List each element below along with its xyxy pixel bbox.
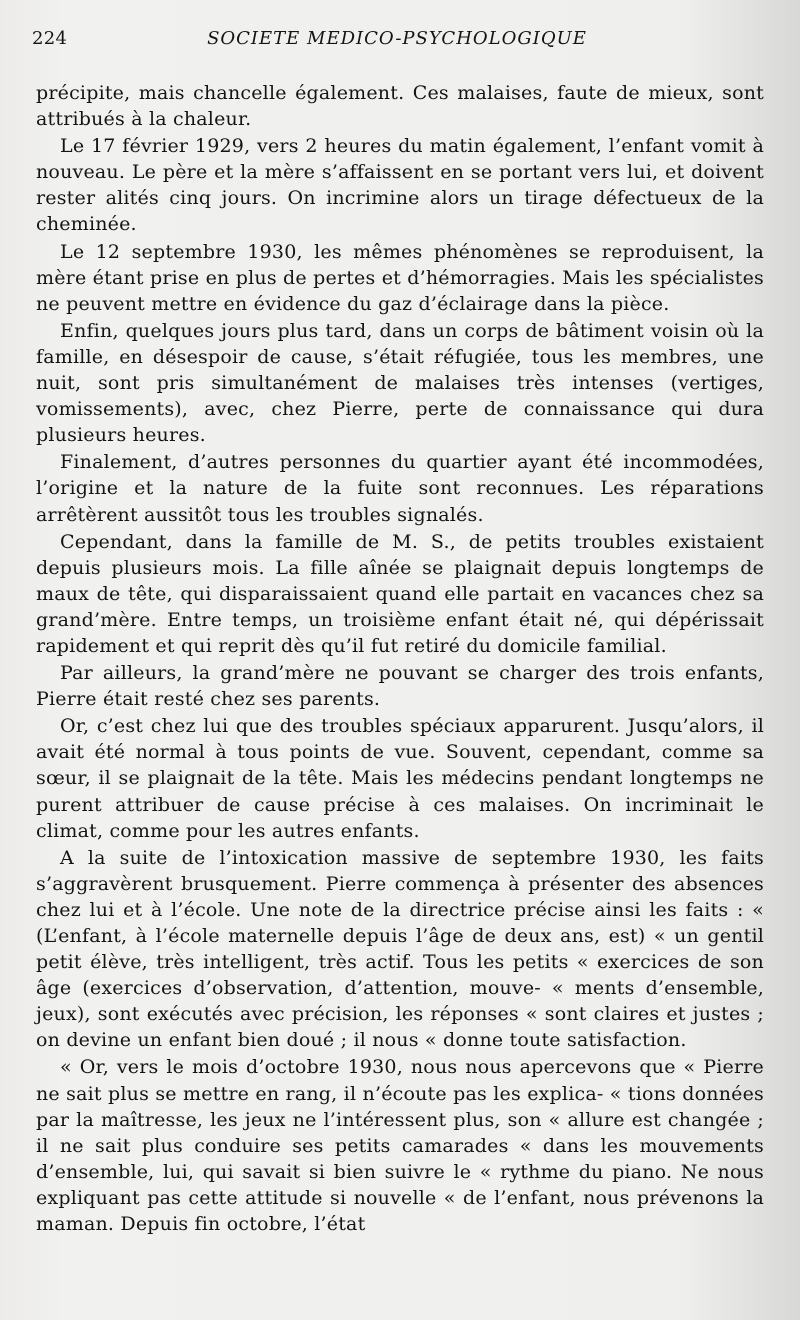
paragraph-september-1930: Le 12 septembre 1930, les mêmes phénomènes se reproduisent, la mère étant prise en plus de pertes et d’hémorragies. Mais les spécialistes ne peuvent mettre en évidence du gaz d’éclairage dans la pièce. [36, 240, 764, 315]
paragraph-special-troubles: Or, c’est chez lui que des troubles spéciaux apparurent. Jusqu’alors, il avait été normal à tous points de vue. Souvent, cependant, comme sa sœur, il se plaignait de la tête. Mais les médecins pendant longtemps ne purent attribuer de cause précise à ces malaises. On incriminait le climat, comme pour les autres enfants. [36, 715, 764, 842]
paragraph-february-1929: Le 17 février 1929, vers 2 heures du matin également, l’enfant vomit à nouveau. Le père et la mère s’affaissent en se portant vers lui, et doivent rester alités cinq jours. On incrimine alors un tirage défectueux de la cheminée. [36, 135, 764, 236]
paragraph-grandmother: Par ailleurs, la grand’mère ne pouvant se charger des trois enfants, Pierre était resté chez ses parents. [36, 662, 764, 711]
paragraph-family-troubles: Cependant, dans la famille de M. S., de petits troubles existaient depuis plusieurs mois. La fille aînée se plaignait depuis longtemps de maux de tête, qui disparaissaient quand elle partait en vacances chez sa grand’mère. Entre temps, un troisième enfant était né, qui dépérissait rapidement et qui reprit dès qu’il fut retiré du domicile familial. [36, 530, 764, 657]
paragraph-continuation: précipite, mais chancelle également. Ces malaises, faute de mieux, sont attribués à la chaleur. [36, 82, 764, 131]
paragraph-aggravation: A la suite de l’intoxication massive de septembre 1930, les faits s’aggravèrent brusquement. Pierre commença à présenter des absences chez lui et à l’école. Une note de la directrice précise ainsi les faits : « (L’enfant, à l’école maternelle depuis l’âge de deux ans, est) « un gentil petit élève, très intelligent, très actif. Tous les petits « exercices de son âge (exercices d’observation, d’attention, mouve- « ments d’ensemble, jeux), sont exécutés avec précision, les réponses « sont claires et justes ; on devine un enfant bien doué ; il nous « donne toute satisfaction. [36, 846, 764, 1052]
paragraph-neighbouring-building: Enfin, quelques jours plus tard, dans un corps de bâtiment voisin où la famille, en désespoir de cause, s’était réfugiée, tous les membres, une nuit, sont pris simultanément de malaises très intenses (vertiges, vomissements), avec, chez Pierre, perte de connaissance qui dura plusieurs heures. [36, 319, 764, 447]
running-head [32, 28, 762, 58]
paragraph-school-note: « Or, vers le mois d’octobre 1930, nous nous apercevons que « Pierre ne sait plus se mettre en rang, il n’écoute pas les explica- « tions données par la maîtresse, les jeux ne l’intéressent plus, son « allure est changée ; il ne sait plus conduire ses petits camarades « dans les mouvements d’ensemble, lui, qui savait si bien suivre le « rythme du piano. Ne nous expliquant pas cette attitude si nouvelle « de l’enfant, nous prévenons la maman. Depuis fin octobre, l’état [36, 1056, 764, 1236]
paragraph-leak-found: Finalement, d’autres personnes du quartier ayant été incommodées, l’origine et la nature de la fuite sont reconnues. Les réparations arrêtèrent aussitôt tous les troubles signalés. [36, 451, 764, 526]
body-text [36, 80, 764, 1237]
page-number: 224 [32, 28, 68, 49]
journal-title: SOCIETE MEDICO-PSYCHOLOGIQUE [207, 28, 587, 49]
